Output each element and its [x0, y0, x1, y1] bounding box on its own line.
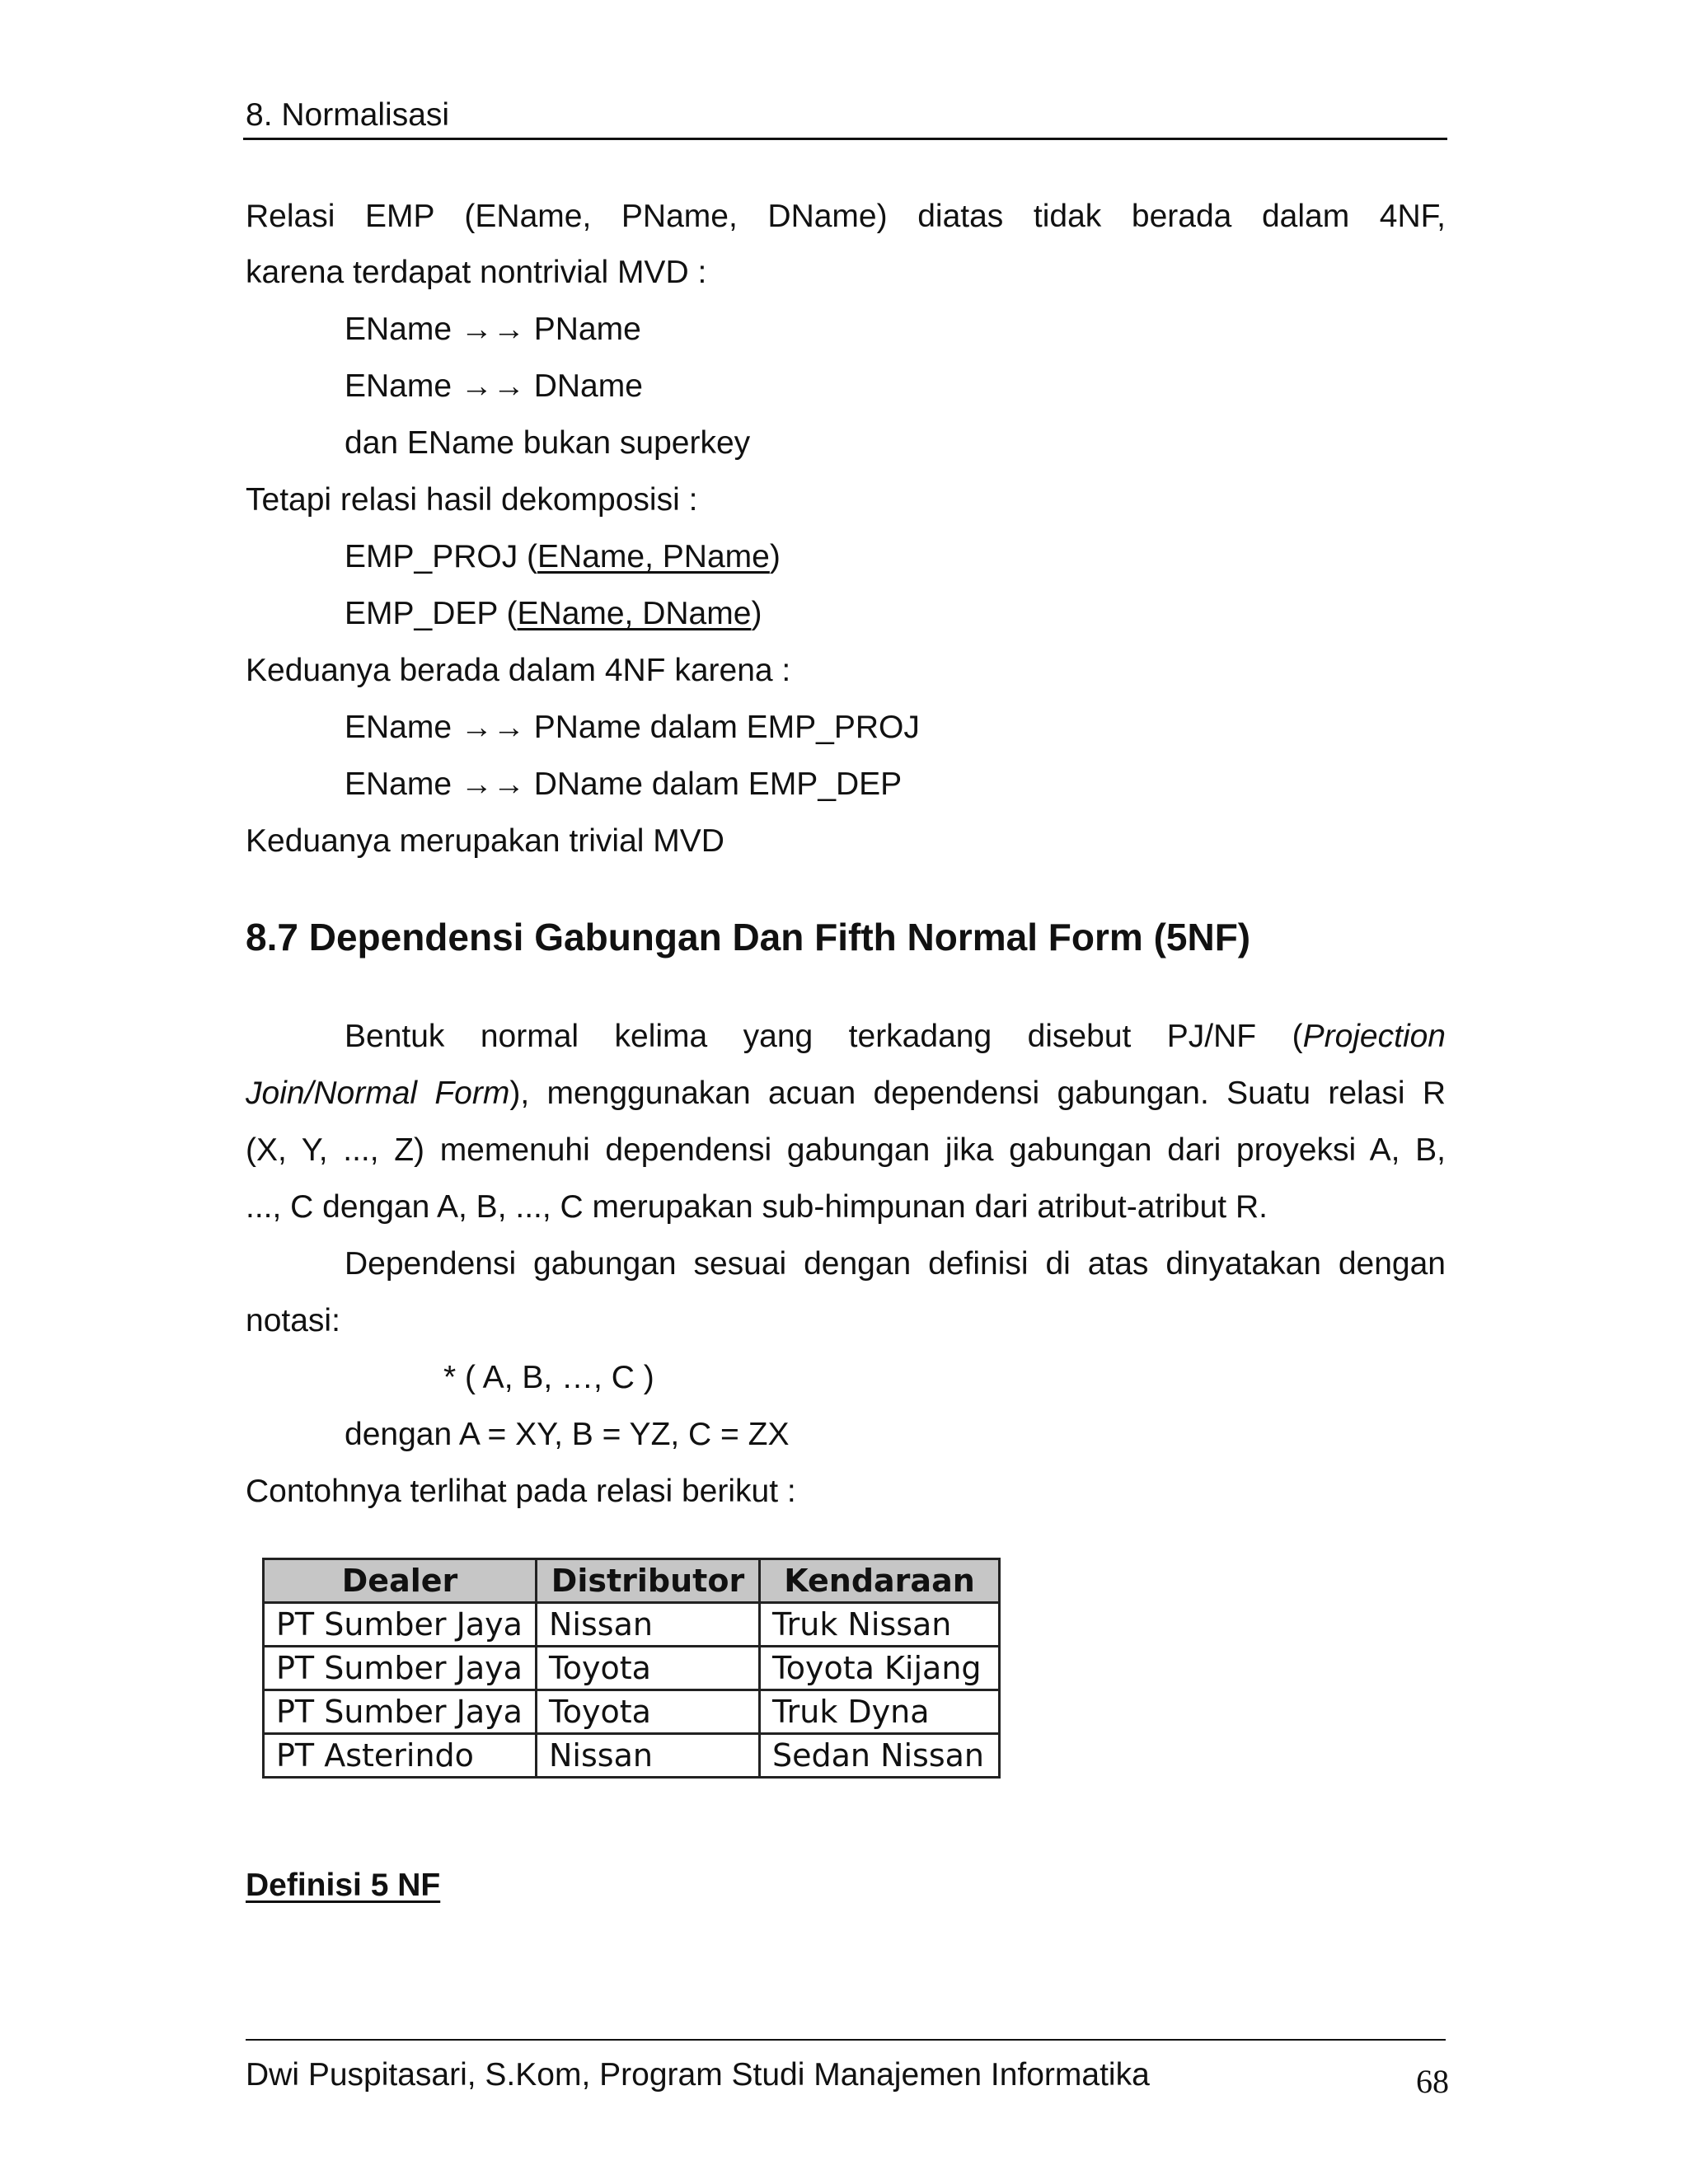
table-cell: Truk Nissan — [760, 1603, 1000, 1647]
paragraph-line: ..., C dengan A, B, ..., C merupakan sub-himpunan dari atribut-atribut R. — [246, 1189, 1268, 1225]
table-row — [264, 1647, 1000, 1690]
mvd-line: dan EName bukan superkey — [345, 425, 751, 461]
table-cell: Toyota — [537, 1647, 760, 1690]
table-row — [264, 1690, 1000, 1734]
paragraph-line: Relasi EMP (EName, PName, DName) diatas tidak berada dalam 4NF, — [246, 199, 1446, 234]
mvd-line: EName →→ PName — [345, 312, 641, 347]
paragraph-line: Contohnya terlihat pada relasi berikut : — [246, 1474, 796, 1509]
table-cell: Sedan Nissan — [760, 1734, 1000, 1778]
table-row — [264, 1734, 1000, 1778]
table-cell: PT Sumber Jaya — [264, 1647, 537, 1690]
table-cell: Toyota — [537, 1690, 760, 1734]
paragraph-line: Join/Normal Form), menggunakan acuan dependensi gabungan. Suatu relasi R — [246, 1076, 1446, 1111]
decomposition-relation — [345, 537, 781, 578]
paragraph-line: Tetapi relasi hasil dekomposisi : — [246, 482, 698, 518]
paragraph-line: (X, Y, ..., Z) memenuhi dependensi gabungan jika gabungan dari proyeksi A, B, — [246, 1132, 1446, 1168]
table-cell: PT Sumber Jaya — [264, 1603, 537, 1647]
paragraph-line: karena terdapat nontrivial MVD : — [246, 255, 707, 290]
paragraph-line: Dependensi gabungan sesuai dengan definisi di atas dinyatakan dengan — [345, 1246, 1446, 1282]
table-cell: PT Sumber Jaya — [264, 1690, 537, 1734]
example-relation-table — [262, 1558, 1001, 1779]
paragraph-line: Keduanya berada dalam 4NF karena : — [246, 653, 791, 688]
mvd-line: EName →→ DName dalam EMP_DEP — [345, 766, 903, 802]
mvd-line: EName →→ PName dalam EMP_PROJ — [345, 710, 920, 745]
notation-definition: dengan A = XY, B = YZ, C = ZX — [345, 1417, 790, 1452]
mvd-line: EName →→ DName — [345, 368, 643, 404]
table-header-row — [264, 1559, 1000, 1603]
table-cell: Toyota Kijang — [760, 1647, 1000, 1690]
relation-key: EName, DName — [517, 596, 752, 631]
relation-key: EName, PName — [537, 539, 770, 574]
header-rule — [243, 138, 1447, 140]
page-number: 68 — [1416, 2063, 1449, 2100]
section-heading: 8.7 Dependensi Gabungan Dan Fifth Normal Form (5NF) — [246, 916, 1251, 958]
decomposition-relation — [345, 593, 762, 635]
table-cell: Nissan — [537, 1603, 760, 1647]
paragraph-line: Bentuk normal kelima yang terkadang disebut PJ/NF (Projection — [345, 1019, 1446, 1054]
relation-close: ) — [769, 539, 781, 574]
table-cell: Nissan — [537, 1734, 760, 1778]
relation-name: EMP_DEP ( — [345, 596, 518, 631]
column-header: Dealer — [264, 1559, 537, 1603]
relation-close: ) — [751, 596, 762, 631]
footer-author: Dwi Puspitasari, S.Kom, Program Studi Manajemen Informatika — [246, 2057, 1150, 2093]
relation-name: EMP_PROJ ( — [345, 539, 538, 574]
definition-heading: Definisi 5 NF — [246, 1868, 441, 1903]
running-header: 8. Normalisasi — [246, 97, 450, 133]
paragraph-line: notasi: — [246, 1303, 340, 1338]
table-row — [264, 1603, 1000, 1647]
table-cell: Truk Dyna — [760, 1690, 1000, 1734]
footer-rule — [246, 2039, 1446, 2041]
column-header: Distributor — [537, 1559, 760, 1603]
paragraph-line: Keduanya merupakan trivial MVD — [246, 823, 724, 859]
join-notation: * ( A, B, …, C ) — [443, 1360, 654, 1395]
column-header: Kendaraan — [760, 1559, 1000, 1603]
table-cell: PT Asterindo — [264, 1734, 537, 1778]
